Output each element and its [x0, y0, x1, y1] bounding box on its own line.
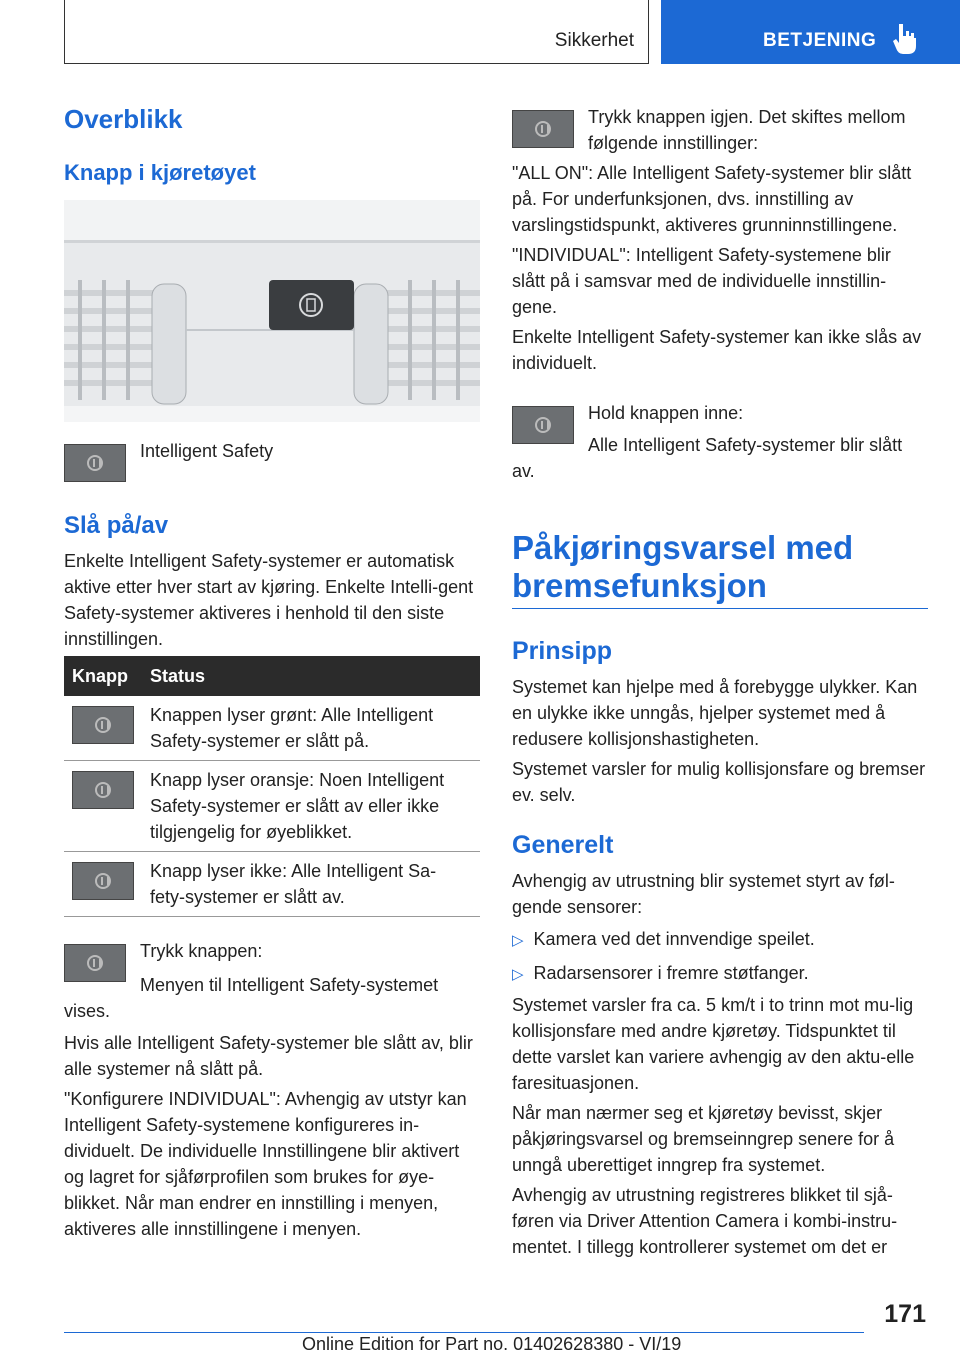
button-green-icon [72, 706, 134, 744]
general-title: Generelt [512, 831, 614, 859]
table-row-status: Knapp lyser ikke: Alle Intelligent Sa-fety-systemer er slått av. [150, 861, 437, 907]
collision-warning-title-line-2: bremsefunksjon [512, 567, 767, 604]
table-row [64, 852, 480, 917]
cannot-off-paragraph: Enkelte Intelligent Safety-systemer kan ikke slås av individuelt. [512, 327, 922, 373]
principle-title: Prinsipp [512, 637, 613, 665]
press-button-icon [64, 944, 126, 982]
table-row [64, 696, 480, 761]
status-table [64, 656, 480, 917]
configure-paragraph: "Konfigurere INDIVIDUAL": Avhengig av utstyr kan Intelligent Safety-systemene konfigureres in-dividuelt. De individuelle Innstillingene blir aktivert og lagret for sjåførprofilen som brukes for øye-blikket. Når man endrer en innstilling i menyen, aktiveres alle innstillingene i menyen. [64, 1089, 467, 1239]
list-item-text: Radarsensorer i fremre støtfanger. [533, 963, 809, 983]
hold-line-1: Hold knappen inne: [588, 403, 744, 423]
table-header-status: Status [150, 666, 206, 686]
table-row [64, 761, 480, 852]
individual-paragraph: "INDIVIDUAL": Intelligent Safety-systemene blir slått på i samsvar med de individuelle innstillin-gene. [512, 245, 891, 317]
overview-title: Overblikk [64, 104, 183, 134]
hold-line-3: av. [512, 461, 535, 481]
hold-button-icon [512, 406, 574, 444]
button-caption: Intelligent Safety [140, 441, 274, 461]
all-on-paragraph: "ALL ON": Alle Intelligent Safety-systemer blir slått på. For underfunksjonen, dvs. innstilling av varslingstidspunkt, aktiveres grunninnstillingene. [512, 163, 912, 235]
list-item [512, 926, 928, 954]
triangle-bullet-icon: ▷ [512, 966, 524, 983]
header-section-label: Sikkerhet [554, 30, 634, 51]
principle-paragraph-2: Systemet varsler for mulig kollisjonsfare og bremser ev. selv. [512, 759, 926, 805]
vehicle-button-photo [64, 200, 480, 422]
press-again-line-1: Trykk knappen igjen. Det skiftes mellom [588, 107, 906, 127]
table-row-status: Knapp lyser oransje: Noen Intelligent Safety-systemer er slått av eller ikke tilgjengelig for øyeblikket. [150, 770, 445, 842]
sensor-list [512, 926, 928, 988]
hold-line-2: Alle Intelligent Safety-systemer blir slått [588, 435, 903, 455]
press-again-icon [512, 110, 574, 148]
header-section-box [64, 0, 649, 64]
general-paragraph-4: Avhengig av utrustning registreres blikket til sjå-føren via Driver Attention Camera i kombi-instru-mentet. I tillegg kontrollerer systemet om det er [512, 1185, 898, 1257]
hand-pointer-icon [890, 22, 920, 56]
press-line-1: Trykk knappen: [140, 941, 263, 961]
triangle-bullet-icon: ▷ [512, 932, 524, 949]
footer-edition: Online Edition for Part no. 01402628380 - VI/19 [302, 1334, 682, 1354]
press-line-2: Menyen til Intelligent Safety-systemet [140, 975, 439, 995]
collision-warning-title-line-1: Påkjøringsvarsel med [512, 529, 854, 566]
list-item [512, 960, 928, 988]
header-chapter-label: BETJENING [763, 30, 877, 51]
all-off-paragraph: Hvis alle Intelligent Safety-systemer ble slått av, blir alle systemer nå slått på. [64, 1033, 473, 1079]
general-paragraph-3: Når man nærmer seg et kjøretøy bevisst, skjer påkjøringsvarsel og bremseinngrep senere for å unngå uberettiget inngrep fra systemet. [512, 1103, 895, 1175]
onoff-title: Slå på/av [64, 512, 169, 539]
table-header-row [64, 656, 480, 696]
table-row-status: Knappen lyser grønt: Alle Intelligent Safety-systemer er slått på. [150, 705, 434, 751]
dashboard-vents-illustration [64, 200, 480, 422]
footer-rule [64, 1332, 864, 1333]
button-legend [64, 444, 126, 487]
title-underline [512, 608, 928, 609]
page-number: 171 [884, 1300, 926, 1328]
press-again-line-2: følgende innstillinger: [588, 133, 759, 153]
table-header-knapp: Knapp [72, 666, 128, 686]
press-line-3: vises. [64, 1001, 111, 1021]
principle-paragraph-1: Systemet kan hjelpe med å forebygge ulykker. Kan en ulykke ikke unngås, hjelper systemet med å redusere kollisjonshastigheten. [512, 677, 918, 749]
button-off-icon [72, 862, 134, 900]
list-item-text: Kamera ved det innvendige speilet. [533, 929, 815, 949]
general-paragraph-2: Systemet varsler fra ca. 5 km/t i to trinn mot mu-lig kollisjonsfare med andre kjøretøy. Tidspunktet til dette varslet kan variere avhengig av den aktu-elle faresituasjonen. [512, 995, 915, 1093]
intelligent-safety-button-icon [64, 444, 126, 482]
general-paragraph-1: Avhengig av utrustning blir systemet styrt av føl-gende sensorer: [512, 871, 895, 917]
onoff-text: Enkelte Intelligent Safety-systemer er automatisk aktive etter hver start av kjøring. Enkelte Intelli-gent Safety-systemer aktiveres i henhold til den siste innstillingen. [64, 551, 474, 649]
button-subtitle: Knapp i kjøretøyet [64, 160, 256, 185]
button-orange-icon [72, 771, 134, 809]
